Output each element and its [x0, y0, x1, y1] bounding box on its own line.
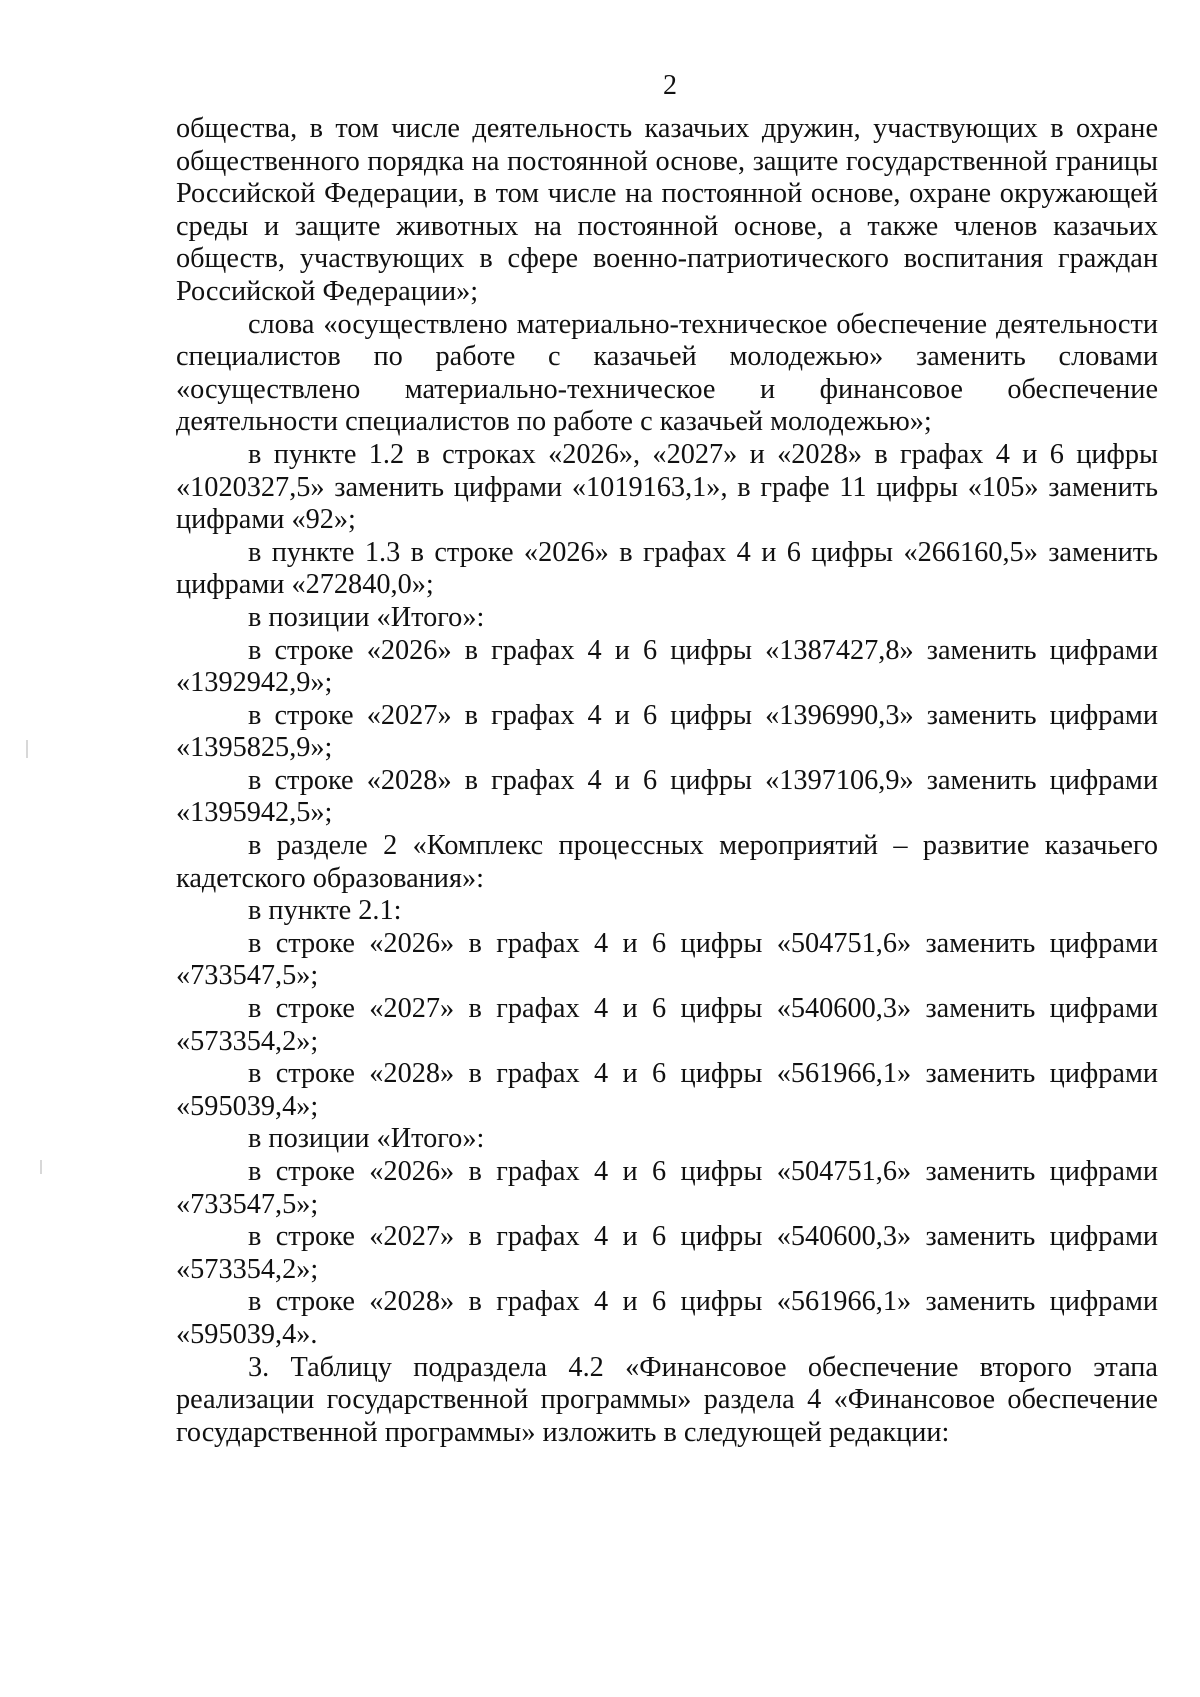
scan-edge-mark [40, 1160, 42, 1174]
paragraph: в строке «2027» в графах 4 и 6 цифры «540600,3» заменить цифрами «573354,2»; [176, 1221, 1158, 1285]
paragraph: 3. Таблицу подраздела 4.2 «Финансовое обеспечение второго этапа реализации государственной программы» раздела 4 «Финансовое обеспечение государственной программы» изложить в следующей редакции: [176, 1351, 1158, 1448]
paragraph: в строке «2028» в графах 4 и 6 цифры «561966,1» заменить цифрами «595039,4»; [176, 1058, 1158, 1122]
paragraph: в пункте 2.1: [248, 895, 402, 927]
paragraph: в пункте 1.2 в строках «2026», «2027» и «2028» в графах 4 и 6 цифры «1020327,5» заменить цифрами «1019163,1», в графе 11 цифры «105» заменить цифрами «92»; [176, 438, 1158, 536]
paragraph: в позиции «Итого»: [248, 601, 485, 633]
paragraph: слова «осуществлено материально-техническое обеспечение деятельности специалистов по работе с казачьей молодежью» заменить словами «осуществлено материально-техническое и финансовое обеспечение деятельности специалистов по работе с казачьей молодежью»; [176, 308, 1158, 438]
page-number: 2 [663, 70, 677, 101]
paragraph: в строке «2027» в графах 4 и 6 цифры «1396990,3» заменить цифрами «1395825,9»; [176, 699, 1158, 764]
document-body [176, 113, 1158, 1449]
paragraph: в позиции «Итого»: [248, 1123, 485, 1155]
paragraph: в строке «2027» в графах 4 и 6 цифры «540600,3» заменить цифрами «573354,2»; [176, 993, 1158, 1057]
scan-edge-mark [26, 740, 28, 758]
paragraph: в строке «2026» в графах 4 и 6 цифры «504751,6» заменить цифрами «733547,5»; [176, 927, 1158, 992]
paragraph: общества, в том числе деятельность казачьих дружин, участвующих в охране общественного порядка на постоянной основе, защите государственной границы Российской Федерации, в том числе на постоянной основе, охране окружающей среды и защите животных на постоянной основе, а также членов казачьих обществ, участвующих в сфере военно-патриотического воспитания граждан Российской Федерации»; [176, 113, 1158, 307]
paragraph: в строке «2028» в графах 4 и 6 цифры «1397106,9» заменить цифрами «1395942,5»; [176, 764, 1158, 829]
paragraph: в строке «2028» в графах 4 и 6 цифры «561966,1» заменить цифрами «595039,4». [176, 1286, 1158, 1350]
paragraph: в пункте 1.3 в строке «2026» в графах 4 и 6 цифры «266160,5» заменить цифрами «272840,0»; [176, 536, 1158, 601]
paragraph: в разделе 2 «Комплекс процессных мероприятий – развитие казачьего кадетского образования»: [176, 830, 1158, 894]
paragraph: в строке «2026» в графах 4 и 6 цифры «504751,6» заменить цифрами «733547,5»; [176, 1156, 1158, 1220]
paragraph: в строке «2026» в графах 4 и 6 цифры «1387427,8» заменить цифрами «1392942,9»; [176, 634, 1158, 699]
